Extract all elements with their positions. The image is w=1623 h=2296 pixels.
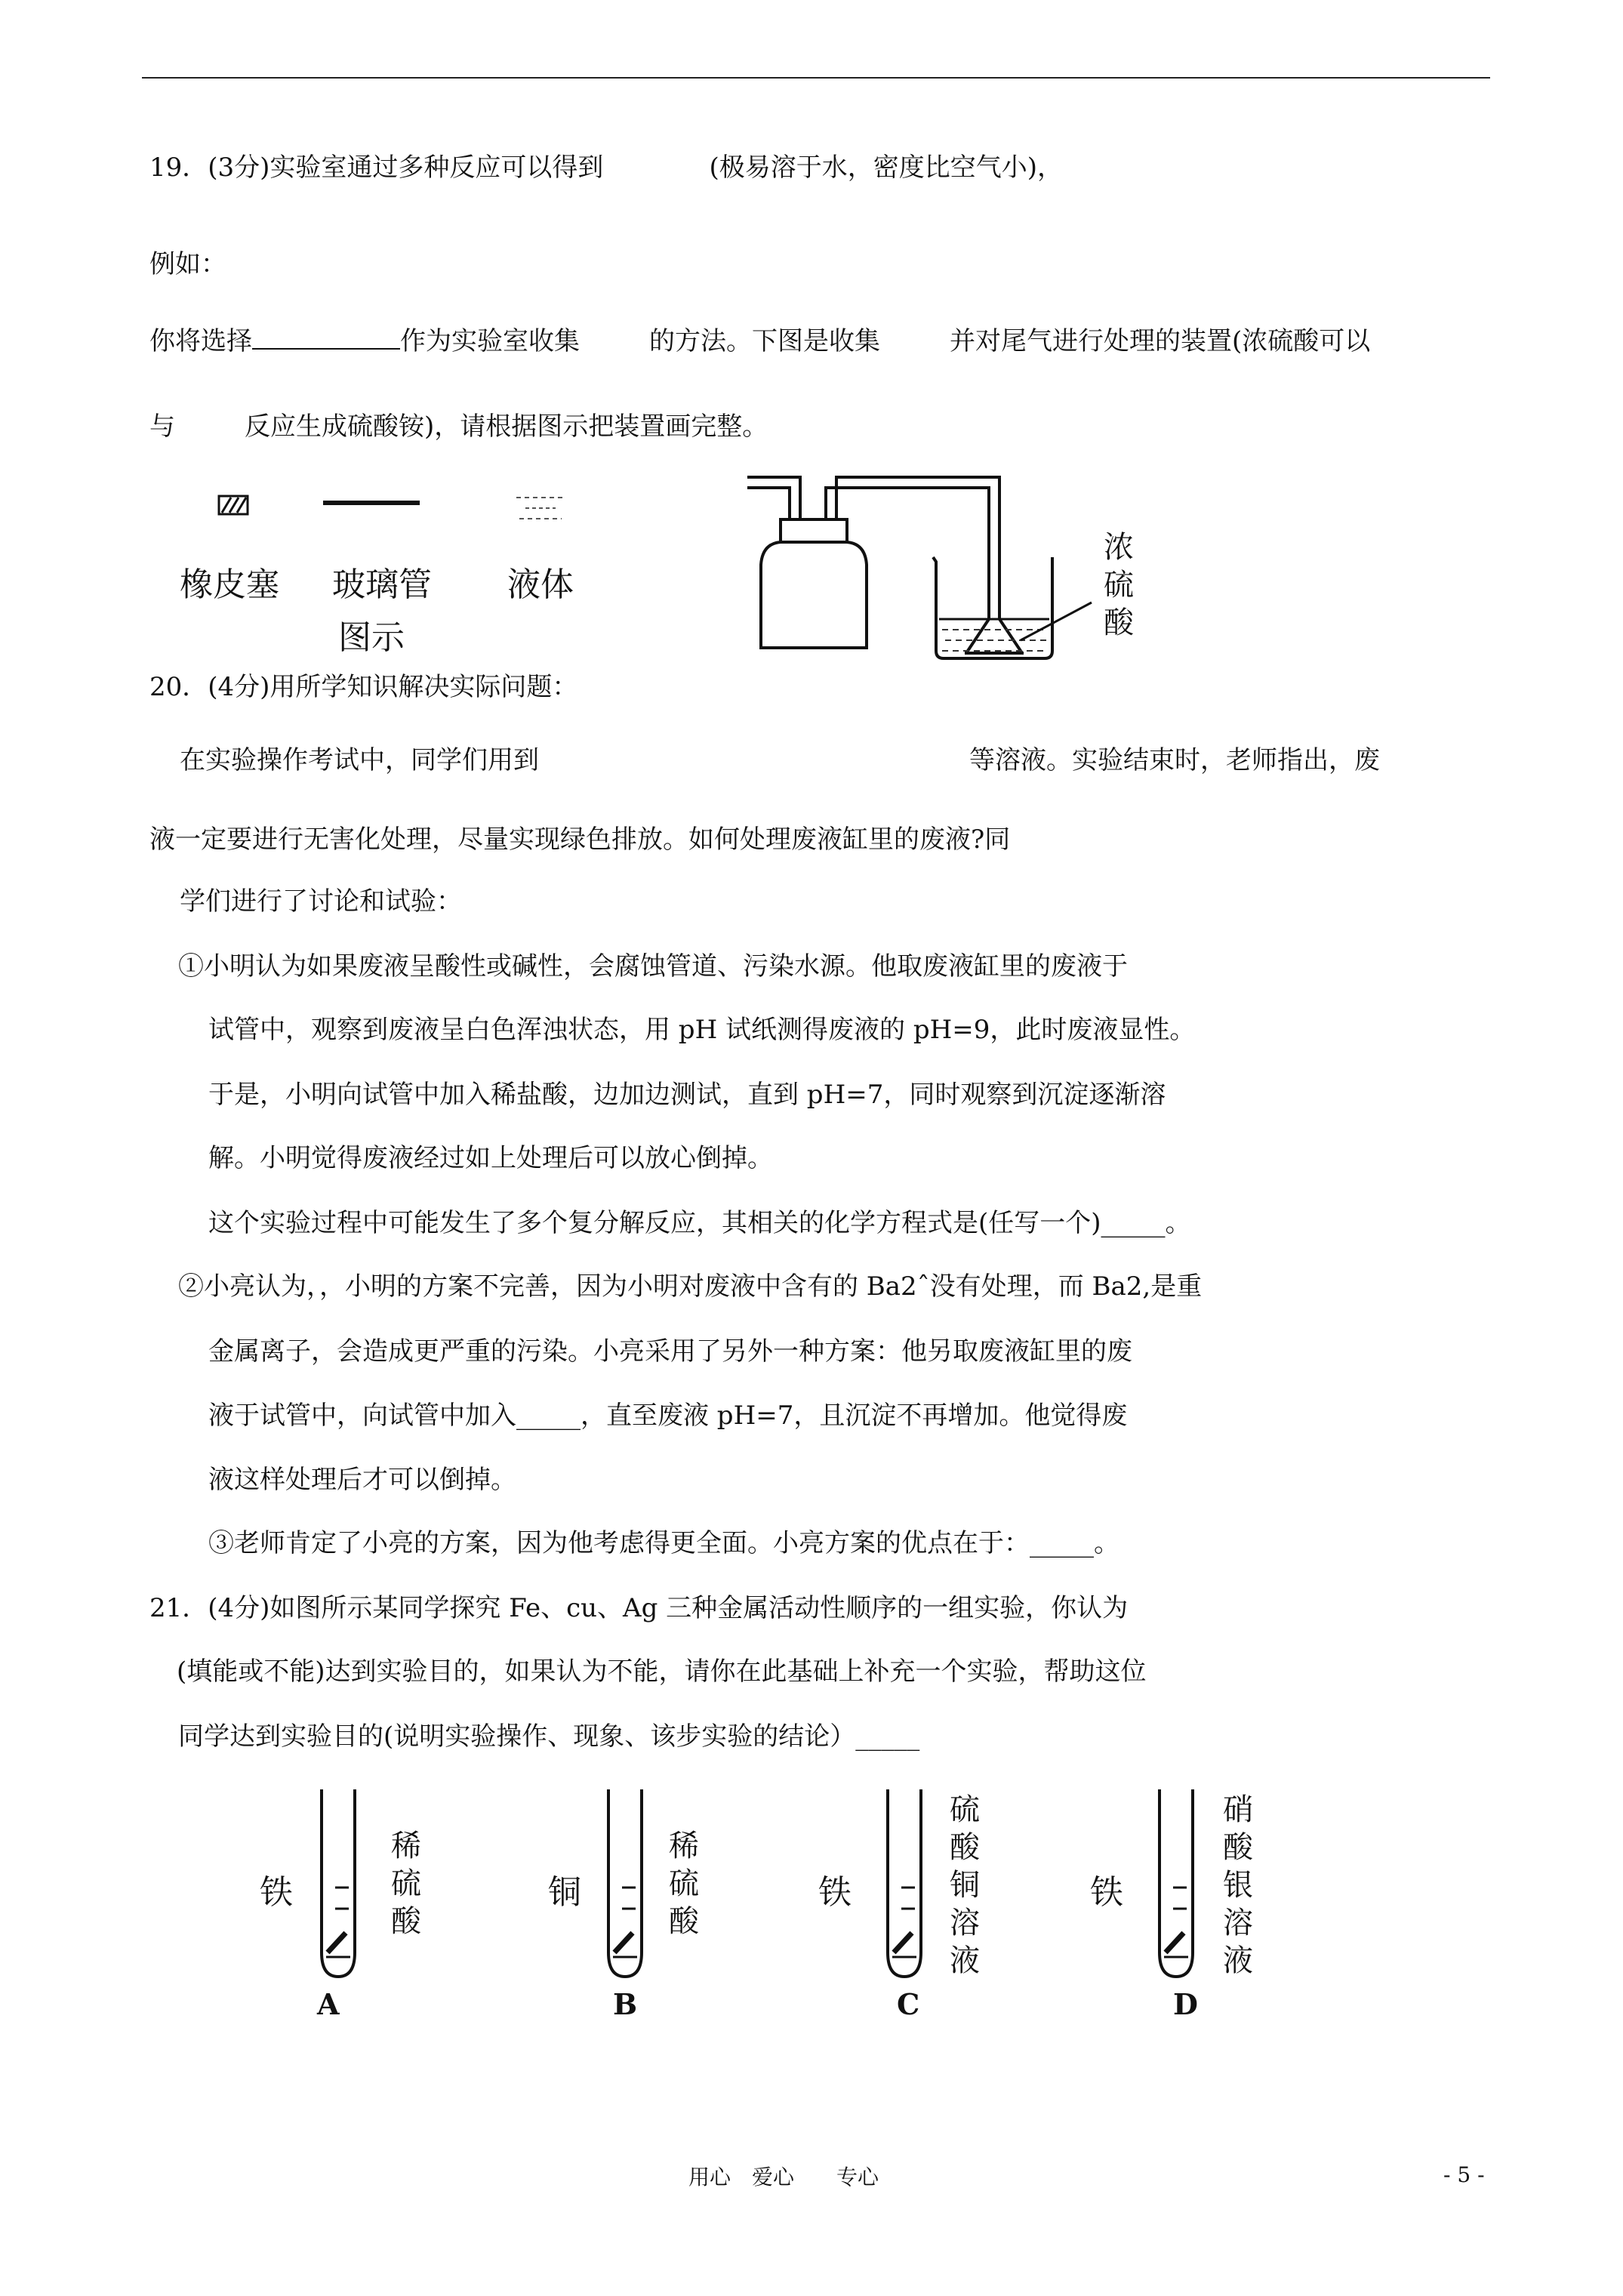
q20-p2-line4: 液这样处理后才可以倒掉。 — [208, 1465, 516, 1495]
test-tube-b — [602, 1789, 648, 1986]
q21-line3: 同学达到实验目的(说明实验操作、现象、该步实验的结论）_____ — [178, 1721, 920, 1752]
q20-p2-line1: ②小亮认为，，小明的方案不完善，因为小明对废液中含有的 Ba2ˆ没有处理，而 Ba2,是重 — [178, 1271, 1203, 1302]
q20-line4: 学们进行了讨论和试验： — [180, 886, 462, 917]
q20-p1-line2: 试管中，观察到废液呈白色浑浊状态，用 pH 试纸测得废液的 pH=9，此时废液显性。 — [208, 1015, 1196, 1045]
q20-p3: ③老师肯定了小亮的方案，因为他考虑得更全面。小亮方案的优点在于：_____。 — [208, 1528, 1119, 1558]
q20-p1-line3: 于是，小明向试管中加入稀盐酸，边加边测试，直到 pH=7，同时观察到沉淀逐渐溶 — [208, 1080, 1166, 1110]
gas-collection-apparatus — [747, 468, 1215, 664]
tube-b-letter: B — [613, 1987, 638, 2021]
test-tube-c — [882, 1789, 927, 1986]
tube-a-solution: 稀 硫 酸 — [391, 1829, 421, 1939]
q19-line2: 例如： — [149, 249, 226, 279]
liquid-symbol — [513, 495, 568, 525]
q19-line3: 你将选择 作为实验室收集 的方法。下图是收集 并对尾气进行处理的装置(浓硫酸可以 — [149, 326, 1371, 356]
conc-sulfuric-acid-label: 浓 硫 酸 — [1104, 530, 1134, 640]
header-rule — [142, 77, 1490, 79]
tube-c-letter: C — [897, 1987, 920, 2021]
tube-d-solution: 硝 酸 银 溶 液 — [1223, 1792, 1253, 1978]
tube-a-letter: A — [317, 1987, 340, 2021]
q20-line1: 20．(4分)用所学知识解决实际问题： — [149, 672, 578, 702]
q20-p1-line4: 解。小明觉得废液经过如上处理后可以放心倒掉。 — [208, 1143, 773, 1173]
tube-d-metal: 铁 — [1090, 1873, 1123, 1912]
q21-line1: 21．(4分)如图所示某同学探究 Fe、cu、Ag 三种金属活动性顺序的一组实验，你认为 — [149, 1593, 1129, 1623]
q20-p2-line3: 液于试管中，向试管中加入_____，直至废液 pH=7，且沉淀不再增加。他觉得废 — [208, 1401, 1128, 1431]
page-number: - 5 - — [1443, 2162, 1485, 2187]
tube-a-metal: 铁 — [260, 1873, 293, 1912]
tube-b-solution: 稀 硫 酸 — [669, 1829, 699, 1939]
legend-caption: 图示 — [338, 618, 405, 657]
tube-b-metal: 铜 — [548, 1873, 581, 1912]
test-tube-a — [316, 1789, 361, 1986]
q20-p1-line1: ①小明认为如果废液呈酸性或碱性，会腐蚀管道、污染水源。他取废液缸里的废液于 — [178, 951, 1128, 982]
tube-d-letter: D — [1173, 1987, 1198, 2021]
q20-line2: 在实验操作考试中，同学们用到 等溶液。实验结束时，老师指出，废 — [180, 745, 1380, 775]
q20-line3: 液一定要进行无害化处理，尽量实现绿色排放。如何处理废液缸里的废液?同 — [149, 824, 1011, 855]
q19-property: (极易溶于水，密度比空气小)， — [709, 153, 1063, 183]
q21-line2: (填能或不能)达到实验目的，如果认为不能，请你在此基础上补充一个实验，帮助这位 — [177, 1657, 1147, 1687]
glass-tube-symbol — [323, 498, 421, 507]
test-tube-d — [1153, 1789, 1199, 1986]
q19-stem: 19．(3分)实验室通过多种反应可以得到 — [149, 153, 604, 183]
q20-p1-line5: 这个实验过程中可能发生了多个复分解反应，其相关的化学方程式是(任写一个)_____。 — [208, 1208, 1191, 1238]
tube-c-metal: 铁 — [818, 1873, 852, 1912]
tube-c-solution: 硫 酸 铜 溶 液 — [950, 1792, 980, 1978]
rubber-stopper-symbol — [217, 495, 251, 517]
q19-line1 — [149, 151, 1063, 184]
legend-glass-tube-label: 玻璃管 — [332, 566, 432, 604]
footer-motto: 用心 爱心 专心 — [688, 2165, 879, 2190]
legend-stopper-label: 橡皮塞 — [180, 566, 279, 604]
legend-liquid-label: 液体 — [507, 566, 574, 604]
q20-p2-line2: 金属离子，会造成更严重的污染。小亮采用了另外一种方案：他另取废液缸里的废 — [208, 1336, 1132, 1367]
q19-line4: 与 反应生成硫酸铵)，请根据图示把装置画完整。 — [149, 411, 768, 442]
answer-blank[interactable] — [252, 325, 400, 350]
